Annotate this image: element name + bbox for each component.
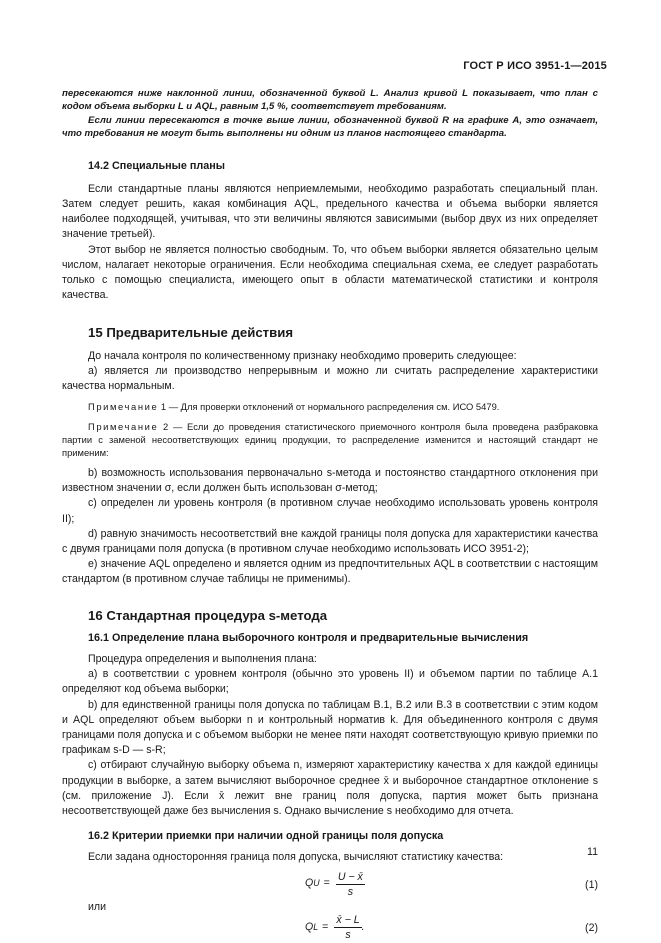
note-1	[62, 400, 598, 413]
formula-lhs: Q	[305, 877, 314, 890]
page-content	[62, 87, 598, 943]
note-text: 1 — Для проверки отклонений от нормального распределения см. ИСО 5479.	[160, 401, 500, 413]
formula-tail: .	[361, 920, 365, 933]
formula-equals: =	[322, 920, 329, 933]
formula-denominator: s	[347, 885, 353, 898]
formula-equals: =	[323, 877, 330, 890]
section-heading-15: 15 Предварительные действия	[88, 325, 294, 341]
list-item-a: a) является ли производство непрерывным и можно ли считать распределение характеристики качества нормальным.	[62, 364, 598, 393]
or-text: или	[88, 900, 107, 913]
body-paragraph: Этот выбор не является полностью свободным. То, что объем выборки является обязательно целым числом, налагает некоторые ограничения. Если необходима специальная схема, ее следует разработать только с помощью специалиста, имеющего опыт в области математической статистики и контроля качества.	[62, 243, 598, 302]
list-item-e: e) значение AQL определено и является одним из предпочтительных AQL в соответствии с настоящим стандартом (в противном случае таблицы не применимы).	[62, 558, 598, 586]
body-paragraph: Если задана односторонняя граница поля допуска, вычисляют статистику качества:	[88, 851, 504, 864]
list-item-b: b) возможность использования первоначально s-метода и постоянство стандартного отклонения при известном значении σ, если должен быть использован σ-метод;	[62, 466, 598, 495]
body-paragraph: До начала контроля по количественному признаку необходимо проверить следующее:	[88, 349, 517, 362]
intro-paragraph: Если линии пересекаются в точке выше линии, обозначенной буквой R на графике A, это означает, что требования не могут быть выполнены ни одним из планов настоящего стандарта.	[62, 114, 598, 140]
formula-2	[62, 909, 598, 943]
formula-fraction	[334, 913, 361, 942]
formula-number: (2)	[585, 921, 598, 934]
section-heading-16-1: 16.1 Определение плана выборочного контроля и предварительные вычисления	[88, 631, 529, 644]
list-item-a: a) в соответствии с уровнем контроля (обычно это уровень II) и объемом партии по таблице A.1 определяют код объема выборки;	[62, 668, 598, 696]
section-heading-14-2: 14.2 Специальные планы	[88, 159, 225, 172]
list-item-b: b) для единственной границы поля допуска по таблицам B.1, B.2 или B.3 в соответствии с этим кодом и AQL определяют объем выборки n и контрольный норматив k. Для объединенного контроля с двумя границами поля допуска и с объемом выборки не менее пяти находят соответствующую кривую приемки по графикам s-D — s-R;	[62, 698, 598, 757]
document-header: ГОСТ Р ИСО 3951-1—2015	[463, 60, 607, 72]
formula-numerator: x̄ − L	[336, 913, 360, 926]
note-2	[62, 420, 598, 460]
intro-paragraph: пересекаются ниже наклонной линии, обозначенной буквой L. Анализ кривой L показывает, что план с кодом объема выборки L и AQL, равным 1,5 %, соответствует требованиям.	[62, 88, 598, 113]
section-heading-16-2: 16.2 Критерии приемки при наличии одной границы поля допуска	[88, 830, 444, 843]
formula-subscript: U	[313, 878, 320, 889]
page-number: 11	[587, 846, 598, 858]
body-paragraph: Процедура определения и выполнения плана:	[88, 652, 317, 665]
list-item-c: c) отбирают случайную выборку объема n, измеряют характеристику качества x для каждой единицы продукции в выборке, а затем вычисляют выборочное среднее x̄ и выборочное стандартное отклонение s (см. приложение J). Если x̄ лежит вне границ поля допуска, партия может быть признана несоответствующей даже без вычисления s. Однако вычисление s необходимо для отчета.	[62, 759, 598, 817]
formula-lhs: Q	[305, 920, 314, 933]
list-item-c: c) определен ли уровень контроля (в противном случае необходимо использовать уровень контроля II);	[62, 497, 598, 525]
formula-number: (1)	[585, 878, 598, 891]
body-paragraph: Если стандартные планы являются неприемлемыми, необходимо разработать специальный план. Затем следует решить, какая комбинация AQL, предельного качества и объема выборки является наиболее подходящей, учитывая, что эти величины являются зависимыми (выбор двух из них определяет значение третьей).	[62, 182, 598, 241]
formula-subscript: L	[313, 921, 319, 932]
formula-fraction	[336, 870, 365, 899]
note-label: Примечание	[88, 401, 159, 413]
list-item-d: d) равную значимость несоответствий вне каждой границы поля допуска для характеристики качества с двумя границами поля допуска (в противном случае необходимо использовать ИСО 3951-2);	[62, 527, 598, 555]
formula-numerator: U − x̄	[337, 870, 363, 883]
formula-denominator: s	[345, 928, 351, 941]
formula-1	[62, 866, 598, 900]
note-label: Примечание	[88, 420, 159, 432]
note-text: 2 — Если до проведения статистического приемочного контроля была проведена разбраковка партии с заменой несоответствующих единиц продукции, то распределение изменится и настоящий стандарт не применим:	[62, 420, 598, 459]
section-heading-16: 16 Стандартная процедура s-метода	[88, 607, 328, 623]
